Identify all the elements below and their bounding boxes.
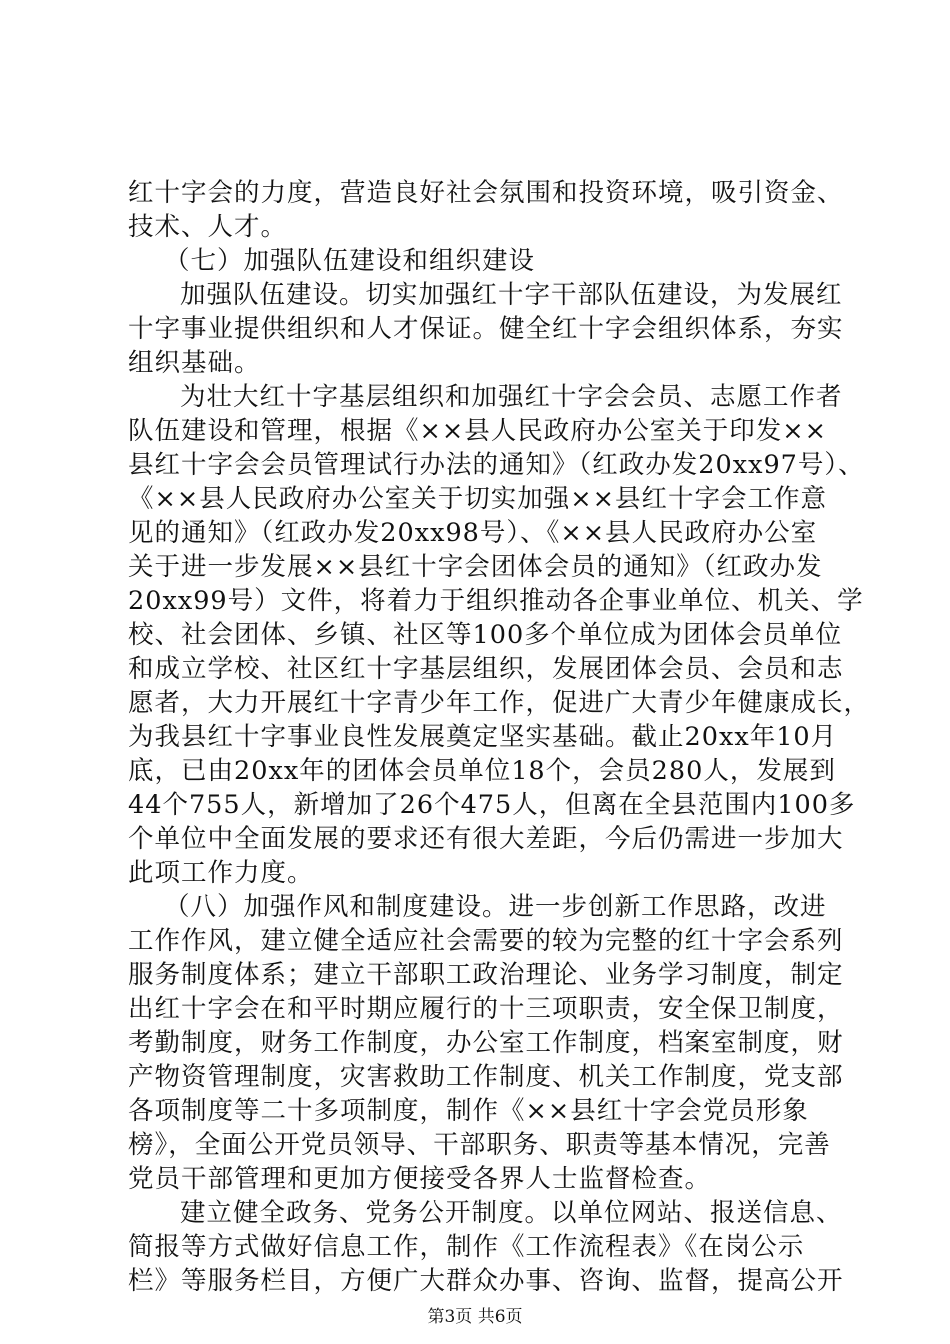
text-line: 服务制度体系；建立干部职工政治理论、业务学习制度，制定 (128, 960, 844, 990)
text-line: 红十字会的力度，营造良好社会氛围和投资环境，吸引资金、 (128, 178, 844, 208)
text-line: 为壮大红十字基层组织和加强红十字会会员、志愿工作者 (180, 382, 843, 412)
text-line: 《××县人民政府办公室关于切实加强××县红十字会工作意 (128, 484, 827, 514)
text-line: 考勤制度，财务工作制度，办公室工作制度，档案室制度，财 (128, 1028, 844, 1058)
page-number-footer: 第3页 共6页 (427, 1307, 523, 1327)
text-line: 校、社会团体、乡镇、社区等100多个单位成为团体会员单位 (128, 620, 843, 650)
text-line: 组织基础。 (128, 348, 261, 378)
text-line: 党员干部管理和更加方便接受各界人士监督检查。 (128, 1164, 712, 1194)
text-line: 关于进一步发展××县红十字会团体会员的通知》（红政办发 (128, 552, 823, 582)
text-line: 底，已由20xx年的团体会员单位18个，会员280人，发展到 (128, 756, 836, 786)
text-line: 工作作风，建立健全适应社会需要的较为完整的红十字会系列 (128, 926, 844, 956)
text-line: 产物资管理制度，灾害救助工作制度、机关工作制度，党支部 (128, 1062, 844, 1092)
text-line: 十字事业提供组织和人才保证。健全红十字会组织体系，夯实 (128, 314, 844, 344)
text-line: 和成立学校、社区红十字基层组织，发展团体会员、会员和志 (128, 654, 844, 684)
text-line: 建立健全政务、党务公开制度。以单位网站、报送信息、 (180, 1198, 843, 1228)
text-line: 县红十字会会员管理试行办法的通知》（红政办发20xx97号）、 (128, 450, 865, 480)
text-line: 出红十字会在和平时期应履行的十三项职责，安全保卫制度， (128, 994, 844, 1024)
section-heading: （七）加强队伍建设和组织建设 (164, 246, 536, 276)
text-line: 榜》，全面公开党员领导、干部职务、职责等基本情况，完善 (128, 1130, 831, 1160)
text-line: 为我县红十字事业良性发展奠定坚实基础。截止20xx年10月 (128, 722, 838, 752)
text-line: 队伍建设和管理，根据《××县人民政府办公室关于印发×× (128, 416, 827, 446)
text-line: 各项制度等二十多项制度，制作《××县红十字会党员形象 (128, 1096, 809, 1126)
text-line: 技术、人才。 (128, 212, 288, 242)
text-line: 愿者，大力开展红十字青少年工作，促进广大青少年健康成长， (128, 688, 871, 718)
text-line: 44个755人，新增加了26个475人，但离在全县范围内100多 (128, 790, 856, 820)
text-line: 个单位中全面发展的要求还有很大差距，今后仍需进一步加大 (128, 824, 844, 854)
section-heading: （八）加强作风和制度建设。进一步创新工作思路，改进 (164, 892, 827, 922)
text-line: 栏》等服务栏目，方便广大群众办事、咨询、监督，提高公开 (128, 1266, 844, 1296)
text-line: 加强队伍建设。切实加强红十字干部队伍建设，为发展红 (180, 280, 843, 310)
text-line: 简报等方式做好信息工作，制作《工作流程表》《在岗公示 (128, 1232, 805, 1262)
text-line: 此项工作力度。 (128, 858, 314, 888)
text-line: 20xx99号）文件，将着力于组织推动各企事业单位、机关、学 (128, 586, 864, 616)
text-line: 见的通知》（红政办发20xx98号）、《××县人民政府办公室 (128, 518, 818, 548)
